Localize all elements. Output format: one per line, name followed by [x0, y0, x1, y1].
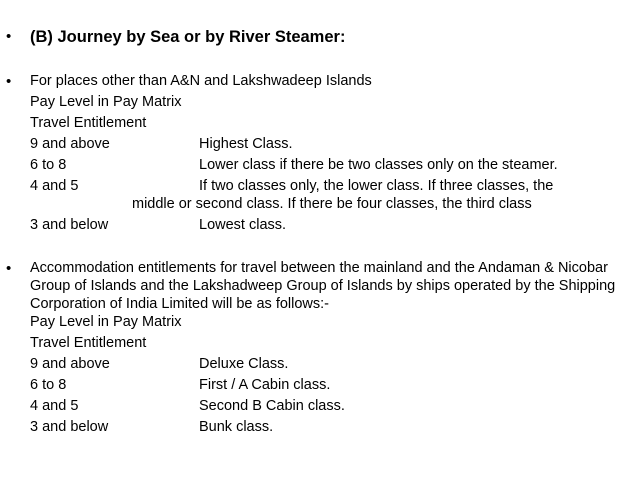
section1-row-level: 4 and 5: [30, 178, 79, 194]
section2-row-level: 9 and above: [30, 356, 110, 372]
section1-row-entitlement: Lower class if there be two classes only on the steamer.: [199, 157, 558, 173]
section2-intro-row: [6, 259, 634, 313]
section2-row-entitlement: First / A Cabin class.: [199, 377, 331, 393]
section2-row-entitlement: Deluxe Class.: [199, 356, 289, 372]
section2-row-level: 3 and below: [30, 419, 109, 435]
bullet-icon: •: [6, 28, 12, 45]
section1-row-entitlement: If two classes only, the lower class. If three classes, the: [199, 178, 554, 194]
section1-row-level: 9 and above: [30, 136, 110, 152]
section2-intro: Accommodation entitlements for travel between the mainland and the Andaman & Nicobar Group of Islands and the Lakshadweep Group of Islands by ships operated by the Shipping Corporation of India Limited will be as follows:-: [30, 260, 616, 312]
section1-intro: For places other than A&N and Lakshwadeep Islands: [30, 73, 372, 89]
section1-row-level: 6 to 8: [30, 157, 67, 173]
section2-row-entitlement: Second B Cabin class.: [199, 398, 345, 414]
section2-col-header-1: Pay Level in Pay Matrix: [30, 314, 182, 330]
section1-col-header-1: Pay Level in Pay Matrix: [30, 94, 182, 110]
section1-row-continuation: middle or second class. If there be four classes, the third class: [132, 196, 532, 212]
section1-col-header-2: Travel Entitlement: [30, 115, 147, 131]
bullet-icon: •: [6, 260, 12, 277]
section2-row-level: 4 and 5: [30, 398, 79, 414]
section1-intro-row: [6, 72, 372, 92]
section2-col-header-2: Travel Entitlement: [30, 335, 147, 351]
heading-row: [6, 27, 345, 47]
section2-row-level: 6 to 8: [30, 377, 67, 393]
section1-row-entitlement: Highest Class.: [199, 136, 293, 152]
section1-row-level: 3 and below: [30, 217, 109, 233]
slide-heading: (B) Journey by Sea or by River Steamer:: [30, 28, 346, 46]
bullet-icon: •: [6, 73, 12, 90]
section1-row-entitlement: Lowest class.: [199, 217, 287, 233]
section2-row-entitlement: Bunk class.: [199, 419, 274, 435]
